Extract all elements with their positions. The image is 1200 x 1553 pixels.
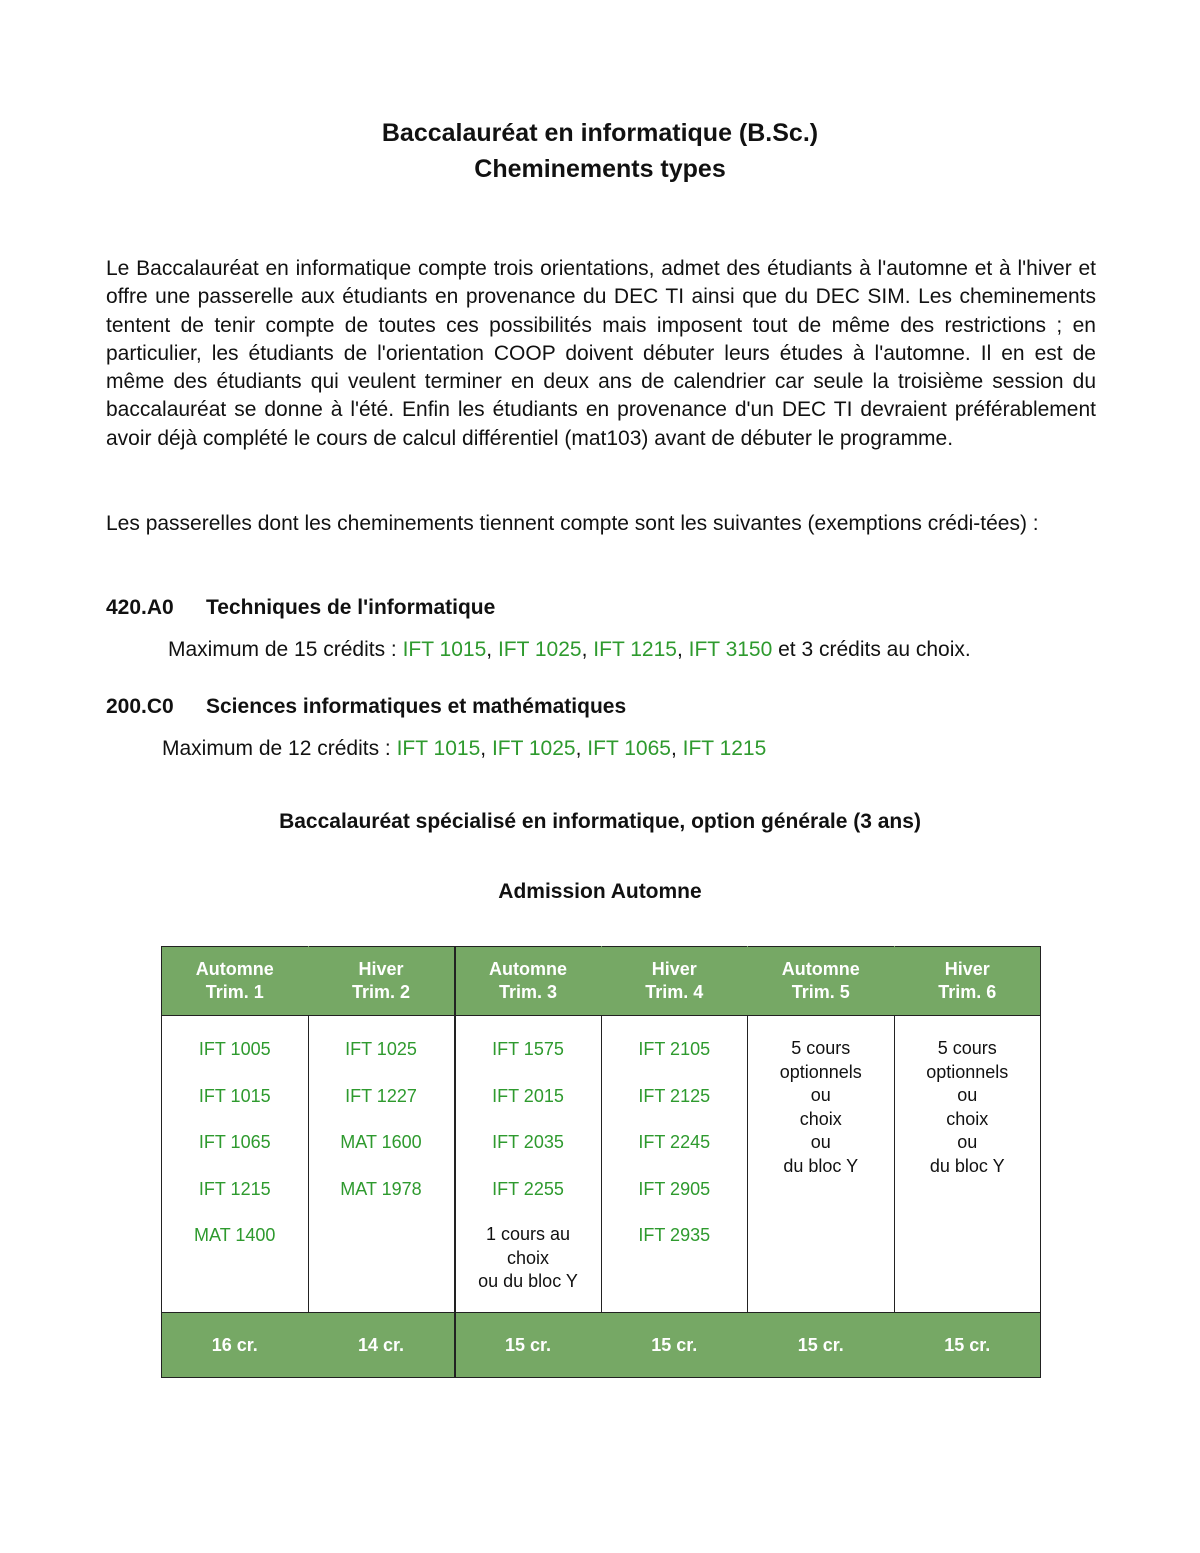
course-link[interactable]: IFT 1025 xyxy=(497,638,582,661)
credit-total: 15 cr. xyxy=(748,1313,895,1378)
credit-total: 15 cr. xyxy=(894,1313,1041,1378)
table-header-row xyxy=(162,947,1041,1016)
passerelle-credits-1 xyxy=(168,638,971,662)
course-code[interactable]: MAT 1400 xyxy=(194,1225,276,1245)
term-cell xyxy=(308,1016,455,1313)
credit-total: 16 cr. xyxy=(162,1313,309,1378)
term-cell xyxy=(601,1016,748,1313)
credits-prefix: Maximum de 15 crédits : xyxy=(168,638,403,661)
course-code[interactable]: IFT 2125 xyxy=(638,1085,711,1106)
passerelle-name: Sciences informatiques et mathématiques xyxy=(206,695,627,718)
course-code[interactable]: IFT 2935 xyxy=(638,1225,711,1245)
header-cell xyxy=(748,947,895,1016)
elective-note: du bloc Y xyxy=(783,1155,859,1176)
passerelle-heading-1 xyxy=(106,596,495,620)
credit-total: 15 cr. xyxy=(455,1313,602,1378)
trim-label: Trim. 2 xyxy=(351,982,411,1002)
header-cell xyxy=(601,947,748,1016)
season-label: Hiver xyxy=(651,959,697,979)
season-label: Automne xyxy=(489,959,567,979)
passerelle-code: 200.C0 xyxy=(106,695,174,718)
document-subtitle: Cheminements types xyxy=(474,155,726,183)
course-code[interactable]: IFT 1215 xyxy=(198,1178,271,1199)
separator: , xyxy=(676,638,689,661)
header-cell xyxy=(308,947,455,1016)
season-label: Automne xyxy=(781,959,860,979)
term-cell xyxy=(162,1016,309,1313)
course-code[interactable]: IFT 1025 xyxy=(345,1039,417,1059)
passerelle-code: 420.A0 xyxy=(106,596,174,619)
elective-note: ou xyxy=(957,1132,978,1152)
course-link[interactable]: IFT 1015 xyxy=(402,638,487,661)
separator: , xyxy=(575,737,588,760)
elective-note: choix xyxy=(506,1247,550,1268)
trim-label: Trim. 5 xyxy=(791,982,850,1002)
course-link[interactable]: IFT 1065 xyxy=(587,737,671,760)
separator: , xyxy=(581,638,594,661)
season-label: Automne xyxy=(195,959,274,979)
elective-note: ou xyxy=(810,1132,831,1152)
course-code[interactable]: IFT 2105 xyxy=(638,1039,711,1059)
credits-prefix: Maximum de 12 crédits : xyxy=(162,737,397,760)
credits-suffix: et 3 crédits au choix. xyxy=(772,638,971,661)
cheminement-table xyxy=(161,946,1041,1378)
elective-note: optionnels xyxy=(779,1061,862,1082)
admission-title: Admission Automne xyxy=(498,880,702,903)
course-link[interactable]: IFT 1015 xyxy=(396,737,481,760)
elective-note: optionnels xyxy=(926,1061,1009,1082)
term-cell xyxy=(894,1016,1041,1313)
course-code[interactable]: IFT 2255 xyxy=(492,1178,564,1199)
elective-note: ou xyxy=(810,1085,831,1105)
course-code[interactable]: IFT 1005 xyxy=(198,1039,271,1059)
season-label: Hiver xyxy=(944,959,990,979)
course-link[interactable]: IFT 1025 xyxy=(491,737,576,760)
passerelles-paragraph: Les passerelles dont les cheminements tiennent compte sont les suivantes (exemptions crédi-tées) : xyxy=(106,512,1039,535)
course-code[interactable]: IFT 2905 xyxy=(638,1178,711,1199)
passerelle-credits-2 xyxy=(162,737,766,761)
header-cell xyxy=(455,947,602,1016)
course-link[interactable]: IFT 1215 xyxy=(593,638,677,661)
credit-total: 14 cr. xyxy=(308,1313,455,1378)
course-code[interactable]: IFT 2245 xyxy=(638,1132,711,1152)
course-link[interactable]: IFT 1215 xyxy=(682,737,767,760)
passerelle-name: Techniques de l'informatique xyxy=(206,596,496,619)
course-code[interactable]: MAT 1978 xyxy=(340,1178,422,1199)
season-label: Hiver xyxy=(358,959,404,979)
course-code[interactable]: IFT 1065 xyxy=(198,1132,271,1152)
program-title: Baccalauréat spécialisé en informatique, option générale (3 ans) xyxy=(279,810,921,833)
header-cell xyxy=(162,947,309,1016)
separator: , xyxy=(486,638,498,661)
elective-note: 1 cours au xyxy=(485,1224,571,1244)
elective-note: 5 cours xyxy=(937,1038,997,1058)
term-cell xyxy=(748,1016,895,1313)
elective-note: ou du bloc Y xyxy=(478,1271,578,1291)
course-code[interactable]: IFT 1575 xyxy=(492,1039,564,1059)
elective-note: choix xyxy=(799,1108,842,1129)
intro-paragraph: Le Baccalauréat en informatique compte trois orientations, admet des étudiants à l'automne et à l'hiver et offre une passerelle aux étudiants en provenance du DEC TI ainsi que du DEC SIM. Les cheminements tentent de tenir compte de toutes ces possibilités mais imposent tout de même des restrictions ; en particulier, les étudiants de l'orientation COOP doivent débuter leurs études à l'automne. Il en est de même des étudiants qui veulent terminer en deux ans de calendrier car seule la troisième session du baccalauréat se donne à l'été. Enfin les étudiants en provenance d'un DEC TI devraient préférablement avoir déjà complété le cours de calcul différentiel (mat103) avant de débuter le programme. xyxy=(106,257,1096,450)
table-total-row xyxy=(162,1313,1041,1378)
document-title: Baccalauréat en informatique (B.Sc.) xyxy=(381,119,819,147)
separator: , xyxy=(670,737,683,760)
elective-note: choix xyxy=(946,1108,989,1129)
course-code[interactable]: IFT 2015 xyxy=(492,1085,564,1106)
table-body-row xyxy=(162,1016,1041,1313)
credit-total: 15 cr. xyxy=(601,1313,748,1378)
trim-label: Trim. 6 xyxy=(938,982,997,1002)
course-link[interactable]: IFT 3150 xyxy=(688,638,773,661)
elective-note: 5 cours xyxy=(791,1038,851,1058)
elective-note: du bloc Y xyxy=(929,1155,1005,1176)
separator: , xyxy=(480,737,492,760)
header-cell xyxy=(894,947,1041,1016)
trim-label: Trim. 1 xyxy=(205,982,264,1002)
course-code[interactable]: IFT 2035 xyxy=(492,1132,564,1152)
course-code[interactable]: IFT 1227 xyxy=(345,1085,417,1106)
trim-label: Trim. 4 xyxy=(645,982,704,1002)
course-code[interactable]: MAT 1600 xyxy=(340,1132,422,1152)
term-cell xyxy=(455,1016,602,1313)
passerelle-heading-2 xyxy=(106,695,626,719)
elective-note: ou xyxy=(957,1085,978,1105)
course-code[interactable]: IFT 1015 xyxy=(198,1085,271,1106)
trim-label: Trim. 3 xyxy=(498,982,558,1002)
